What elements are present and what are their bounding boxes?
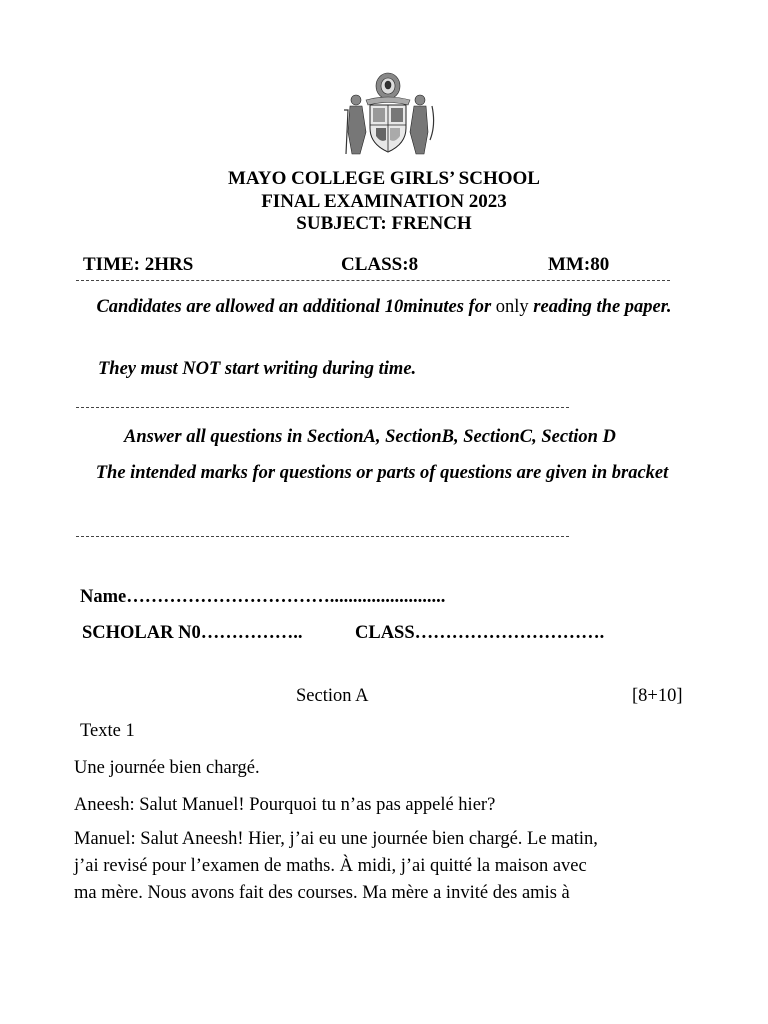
class-field[interactable]: CLASS…………………………. (355, 623, 605, 643)
name-field[interactable]: Name……………………………......................... (80, 587, 446, 607)
divider (76, 536, 569, 537)
maximum-marks: MM:80 (548, 254, 610, 275)
exam-title: FINAL EXAMINATION 2023 (261, 191, 507, 212)
divider (76, 280, 670, 281)
dialogue-line: j’ai revisé pour l’examen de maths. À midi, j’ai quitté la maison avec (74, 856, 587, 876)
section-marks: [8+10] (632, 686, 683, 706)
school-crest-icon (340, 70, 436, 156)
answer-all-instruction: Answer all questions in SectionA, SectionB, SectionC, Section D (124, 427, 616, 447)
dialogue-line: Aneesh: Salut Manuel! Pourquoi tu n’as pas appelé hier? (74, 795, 496, 815)
reading-time-instruction (74, 294, 694, 320)
dialogue-line: Manuel: Salut Aneesh! Hier, j’ai eu une journée bien chargé. Le matin, (74, 829, 598, 849)
section-title: Section A (296, 686, 369, 706)
subject-title: SUBJECT: FRENCH (296, 213, 472, 234)
reading-text-2: reading the paper. (528, 297, 672, 317)
text-title: Une journée bien chargé. (74, 758, 260, 778)
text-heading: Texte 1 (80, 721, 135, 741)
marks-note-instruction: The intended marks for questions or parts of questions are given in bracket (95, 463, 669, 483)
class-level: CLASS:8 (341, 254, 419, 275)
reading-text-1: Candidates are allowed an additional 10minutes for (96, 297, 496, 317)
scholar-number-field[interactable]: SCHOLAR N0…………….. (82, 623, 303, 643)
time-allowed: TIME: 2HRS (83, 254, 194, 275)
divider (76, 407, 569, 408)
no-writing-instruction: They must NOT start writing during time. (98, 359, 417, 379)
dialogue-line: ma mère. Nous avons fait des courses. Ma mère a invité des amis à (74, 883, 570, 903)
school-name: MAYO COLLEGE GIRLS’ SCHOOL (228, 168, 540, 189)
reading-text-only: only (495, 297, 529, 317)
